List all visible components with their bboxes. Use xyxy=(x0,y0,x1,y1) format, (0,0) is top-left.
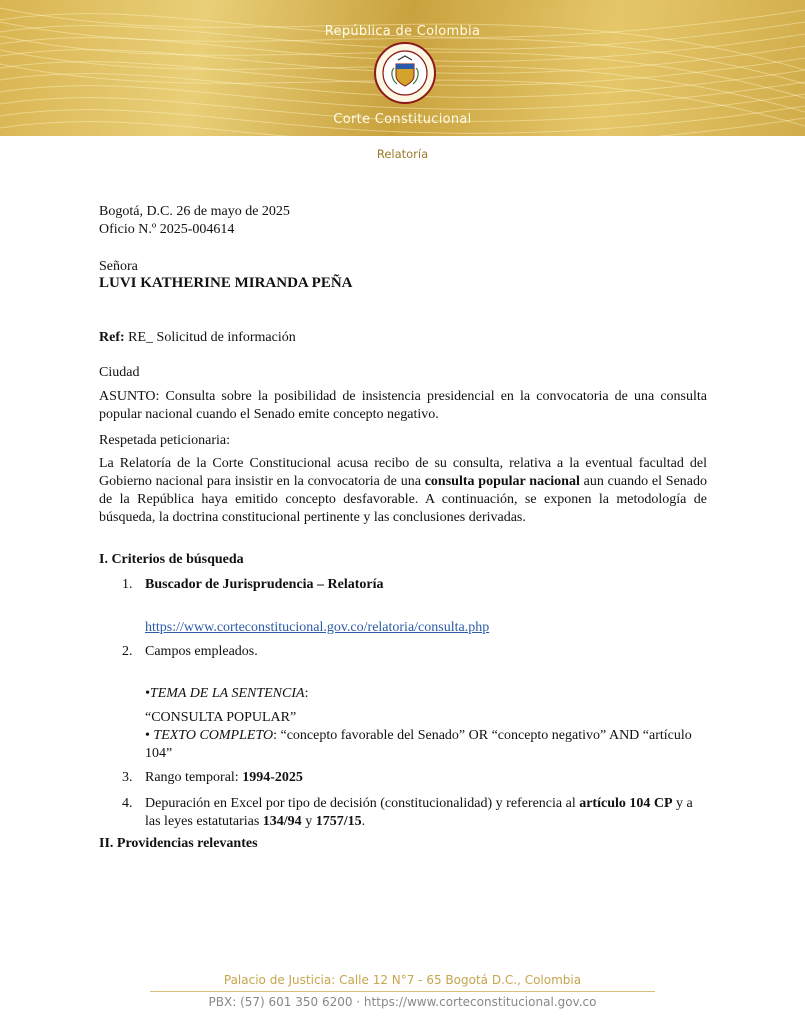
item-4-line xyxy=(145,795,705,831)
item-3-text: Rango temporal: xyxy=(145,770,243,785)
section-1-title: I. Criterios de búsqueda xyxy=(99,552,244,567)
item-1-label: Buscador de Jurisprudencia – Relatoría xyxy=(145,577,384,592)
field-2-value: : “concepto favorable del Senado” OR “concepto negativo” AND “artículo 104” xyxy=(145,728,692,761)
field-1-line xyxy=(145,685,705,703)
footer-divider xyxy=(150,991,655,992)
footer-contact: PBX: (57) 601 350 6200 · https://www.corteconstitucional.gov.co xyxy=(208,995,597,1009)
item-1-number: 1. xyxy=(122,577,133,592)
field-1-label: •TEMA DE LA SENTENCIA xyxy=(145,686,305,701)
item-2-number: 2. xyxy=(122,644,133,659)
reference-line xyxy=(99,329,707,347)
recipient-name: LUVI KATHERINE MIRANDA PEÑA xyxy=(99,275,353,291)
field-2-bullet: • xyxy=(145,728,154,743)
government-name: República de Colombia xyxy=(324,24,481,39)
section-2-title: II. Providencias relevantes xyxy=(99,836,258,851)
greeting-line: Respetada peticionaria: xyxy=(99,433,230,448)
intro-text-1: La Relatoría de la Corte Constitucional acusa recibo de su consulta, relativa a la eventual facultad del Gobierno nacional para insistir en la convocatoria de una xyxy=(99,456,707,489)
item-4-law-1: 134/94 xyxy=(262,814,302,829)
field-1-colon: : xyxy=(304,686,309,701)
subject-paragraph: ASUNTO: Consulta sobre la posibilidad de insistencia presidencial en la convocatoria de una consulta popular nacional cuando el Senado emite concepto negativo. xyxy=(99,389,707,422)
intro-text-2: aun cuando el Senado de la República haya emitido concepto desfavorable. A continuación, se exponen la metodología de búsqueda, la doctrina constitucional pertinente y las conclusiones derivadas. xyxy=(99,474,707,525)
office-number: Oficio N.º 2025-004614 xyxy=(99,222,235,237)
place-date: Bogotá, D.C. 26 de mayo de 2025 xyxy=(99,204,290,219)
salutation-title: Señora xyxy=(99,259,138,274)
item-3-line xyxy=(145,769,705,787)
reference-text: RE_ Solicitud de información xyxy=(128,330,296,345)
city-line: Ciudad xyxy=(99,365,140,380)
letterhead-banner xyxy=(0,0,805,136)
item-4-text-2: y a las leyes estatutarias xyxy=(145,796,693,829)
item-3-range: 1994-2025 xyxy=(242,770,303,785)
item-3-number: 3. xyxy=(122,770,133,785)
item-4-number: 4. xyxy=(122,796,133,811)
item-4-text-4: . xyxy=(361,814,366,829)
field-2-line xyxy=(145,727,705,763)
item-4-law-2: 1757/15 xyxy=(315,814,362,829)
search-engine-link[interactable]: https://www.corteconstitucional.gov.co/relatoria/consulta.php xyxy=(145,620,490,635)
reference-label: Ref: xyxy=(99,330,125,345)
court-seal-icon xyxy=(374,42,436,104)
item-4-article: artículo 104 CP xyxy=(579,796,673,811)
court-name: Corte Constitucional xyxy=(333,112,472,127)
field-2-label: TEXTO COMPLETO xyxy=(153,728,274,743)
unit-name: Relatoría xyxy=(376,147,429,161)
intro-bold-text: consulta popular nacional xyxy=(424,474,580,489)
footer-address: Palacio de Justicia: Calle 12 N°7 - 65 Bogotá D.C., Colombia xyxy=(223,973,582,987)
item-4-text-1: Depuración en Excel por tipo de decisión (constitucionalidad) y referencia al xyxy=(145,796,580,811)
item-4-text-3: y xyxy=(301,814,316,829)
intro-paragraph xyxy=(99,455,707,527)
item-2-label: Campos empleados. xyxy=(145,644,258,659)
field-1-value: “CONSULTA POPULAR” xyxy=(145,710,297,725)
